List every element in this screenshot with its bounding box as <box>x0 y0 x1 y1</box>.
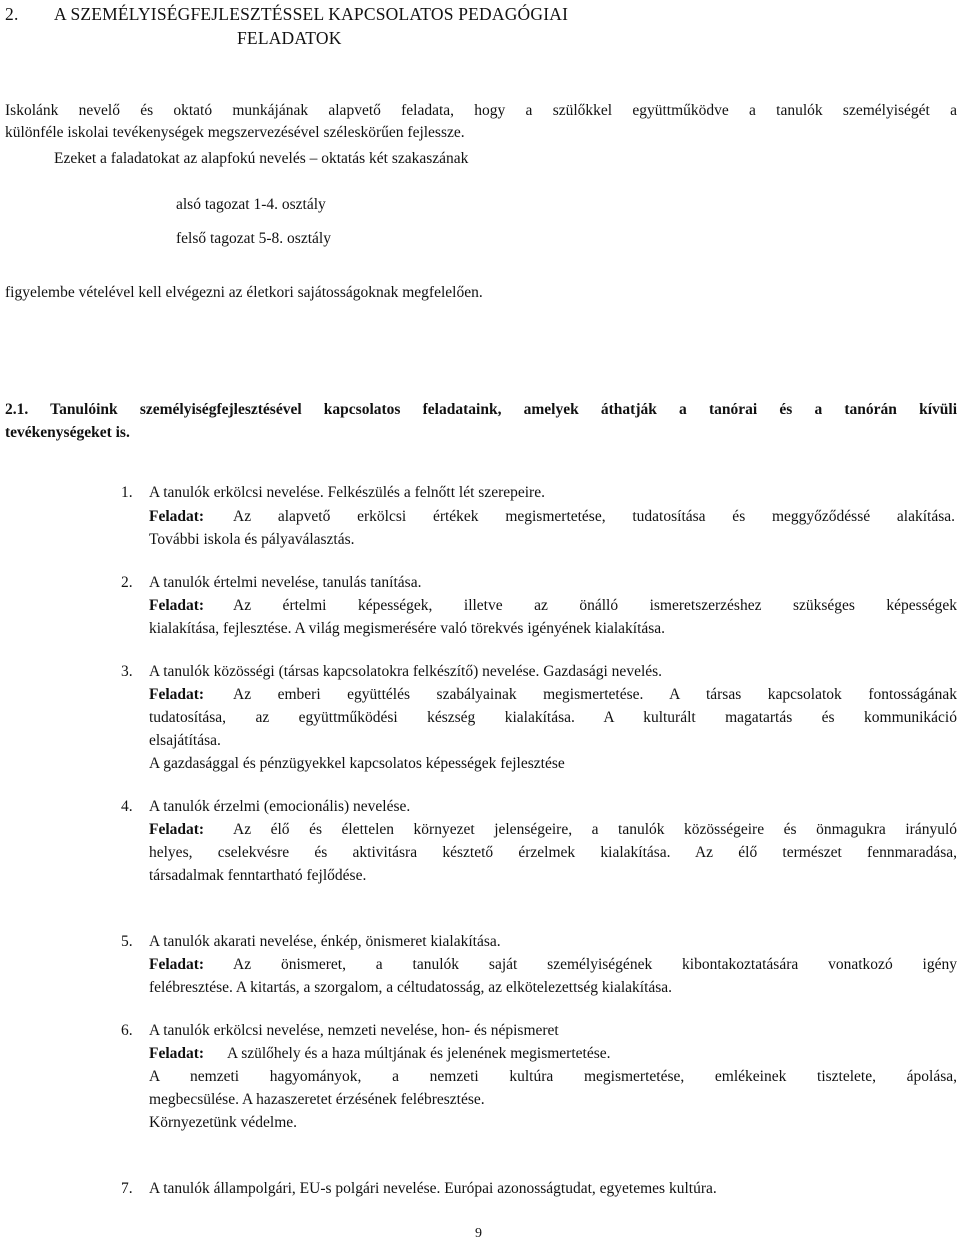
item-5-feladat-label: Feladat: <box>149 956 205 973</box>
item-2-title: A tanulók értelmi nevelése, tanulás tanítása. <box>149 574 422 591</box>
item-3-line3: elsajátítása. <box>149 732 221 749</box>
section-heading-line2: tevékenységeket is. <box>5 424 130 441</box>
heading-number: 2. <box>5 4 19 24</box>
item-6-feladat-label: Feladat: <box>149 1045 205 1062</box>
item-1-title: A tanulók erkölcsi nevelése. Felkészülés a felnőtt lét szerepeire. <box>149 484 545 501</box>
item-6-title: A tanulók erkölcsi nevelése, nemzeti nevelése, hon- és népismeret <box>149 1022 559 1039</box>
heading-title-line2: FELADATOK <box>237 28 342 48</box>
item-4-line3: társadalmak fenntartható fejlődése. <box>149 867 367 884</box>
item-3-number: 3. <box>121 663 133 680</box>
intro-paragraph-2: Ezeket a faladatokat az alapfokú nevelés – oktatás két szakaszának <box>54 150 469 167</box>
item-4-line1: Az élő és élettelen környezet jelenségeire, a tanulók közösségeire és önmagukra irányuló <box>233 821 957 838</box>
item-7-number: 7. <box>121 1180 133 1197</box>
item-7-title: A tanulók állampolgári, EU-s polgári nevelése. Európai azonosságtudat, egyetemes kultúra. <box>149 1180 717 1197</box>
item-6-line1: A szülőhely és a haza múltjának és jelenének megismertetése. <box>227 1045 611 1062</box>
section-heading-line1: 2.1. Tanulóink személyiségfejlesztésével kapcsolatos feladataink, amelyek áthatják a tanórai és a tanórán kívüli <box>5 401 957 418</box>
heading-title-line1: A SZEMÉLYISÉGFEJLESZTÉSSEL KAPCSOLATOS PEDAGÓGIAI <box>54 4 569 24</box>
item-3-title: A tanulók közösségi (társas kapcsolatokra felkészítő) nevelése. Gazdasági nevelés. <box>149 663 663 680</box>
item-2-line1: Az értelmi képességek, illetve az önálló ismeretszerzéshez szükséges képességek <box>233 597 957 614</box>
item-6-number: 6. <box>121 1022 133 1039</box>
item-3-feladat-label: Feladat: <box>149 686 205 703</box>
item-2-line2: kialakítása, fejlesztése. A világ megismerésére való törekvés igényének kialakítása. <box>149 620 666 637</box>
stage-upper: felső tagozat 5-8. osztály <box>176 230 331 247</box>
item-1-line1: Az alapvető erkölcsi értékek megismertetése, tudatosítása és meggyőződéssé alakítása. <box>233 508 955 525</box>
intro-paragraph-3: figyelembe vételével kell elvégezni az életkori sajátosságoknak megfelelően. <box>5 284 483 301</box>
item-2-number: 2. <box>121 574 133 591</box>
item-3-line1: Az emberi együttélés szabályainak megismertetése. A társas kapcsolatok fontosságának <box>233 686 957 703</box>
item-5-line2: felébresztése. A kitartás, a szorgalom, a céltudatosság, az elkötelezettség kialakítása. <box>149 979 673 996</box>
item-6-line3: megbecsülése. A hazaszeretet érzésének felébresztése. <box>149 1091 485 1108</box>
intro-paragraph-line1: Iskolánk nevelő és oktató munkájának alapvető feladata, hogy a szülőkkel együttműködve a tanulók személyiségét a <box>5 102 957 119</box>
item-1-number: 1. <box>121 484 133 501</box>
item-6-line4: Környezetünk védelme. <box>149 1114 298 1131</box>
item-4-number: 4. <box>121 798 133 815</box>
item-4-line2: helyes, cselekvésre és aktivitásra késztető érzelmek kialakítása. Az élő természet fennmaradása, <box>149 844 957 861</box>
item-4-title: A tanulók érzelmi (emocionális) nevelése. <box>149 798 411 815</box>
item-5-title: A tanulók akarati nevelése, énkép, önismeret kialakítása. <box>149 933 501 950</box>
item-2-feladat-label: Feladat: <box>149 597 205 614</box>
item-6-line2: A nemzeti hagyományok, a nemzeti kultúra megismertetése, emlékeinek tisztelete, ápolása, <box>149 1068 957 1085</box>
intro-paragraph-line2: különféle iskolai tevékenységek megszervezésével széleskörűen fejlessze. <box>5 124 465 141</box>
item-1-feladat-label: Feladat: <box>149 508 205 525</box>
item-4-feladat-label: Feladat: <box>149 821 205 838</box>
item-1-line2: További iskola és pályaválasztás. <box>149 531 355 548</box>
item-3-line2: tudatosítása, az együttműködési készség kialakítása. A kulturált magatartás és kommunikáció <box>149 709 957 726</box>
page-number: 9 <box>475 1226 482 1241</box>
item-5-number: 5. <box>121 933 133 950</box>
item-5-line1: Az önismeret, a tanulók saját személyiségének kibontakoztatására vonatkozó igény <box>233 956 957 973</box>
item-3-line4: A gazdasággal és pénzügyekkel kapcsolatos képességek fejlesztése <box>149 755 565 772</box>
stage-lower: alsó tagozat 1-4. osztály <box>176 196 326 213</box>
